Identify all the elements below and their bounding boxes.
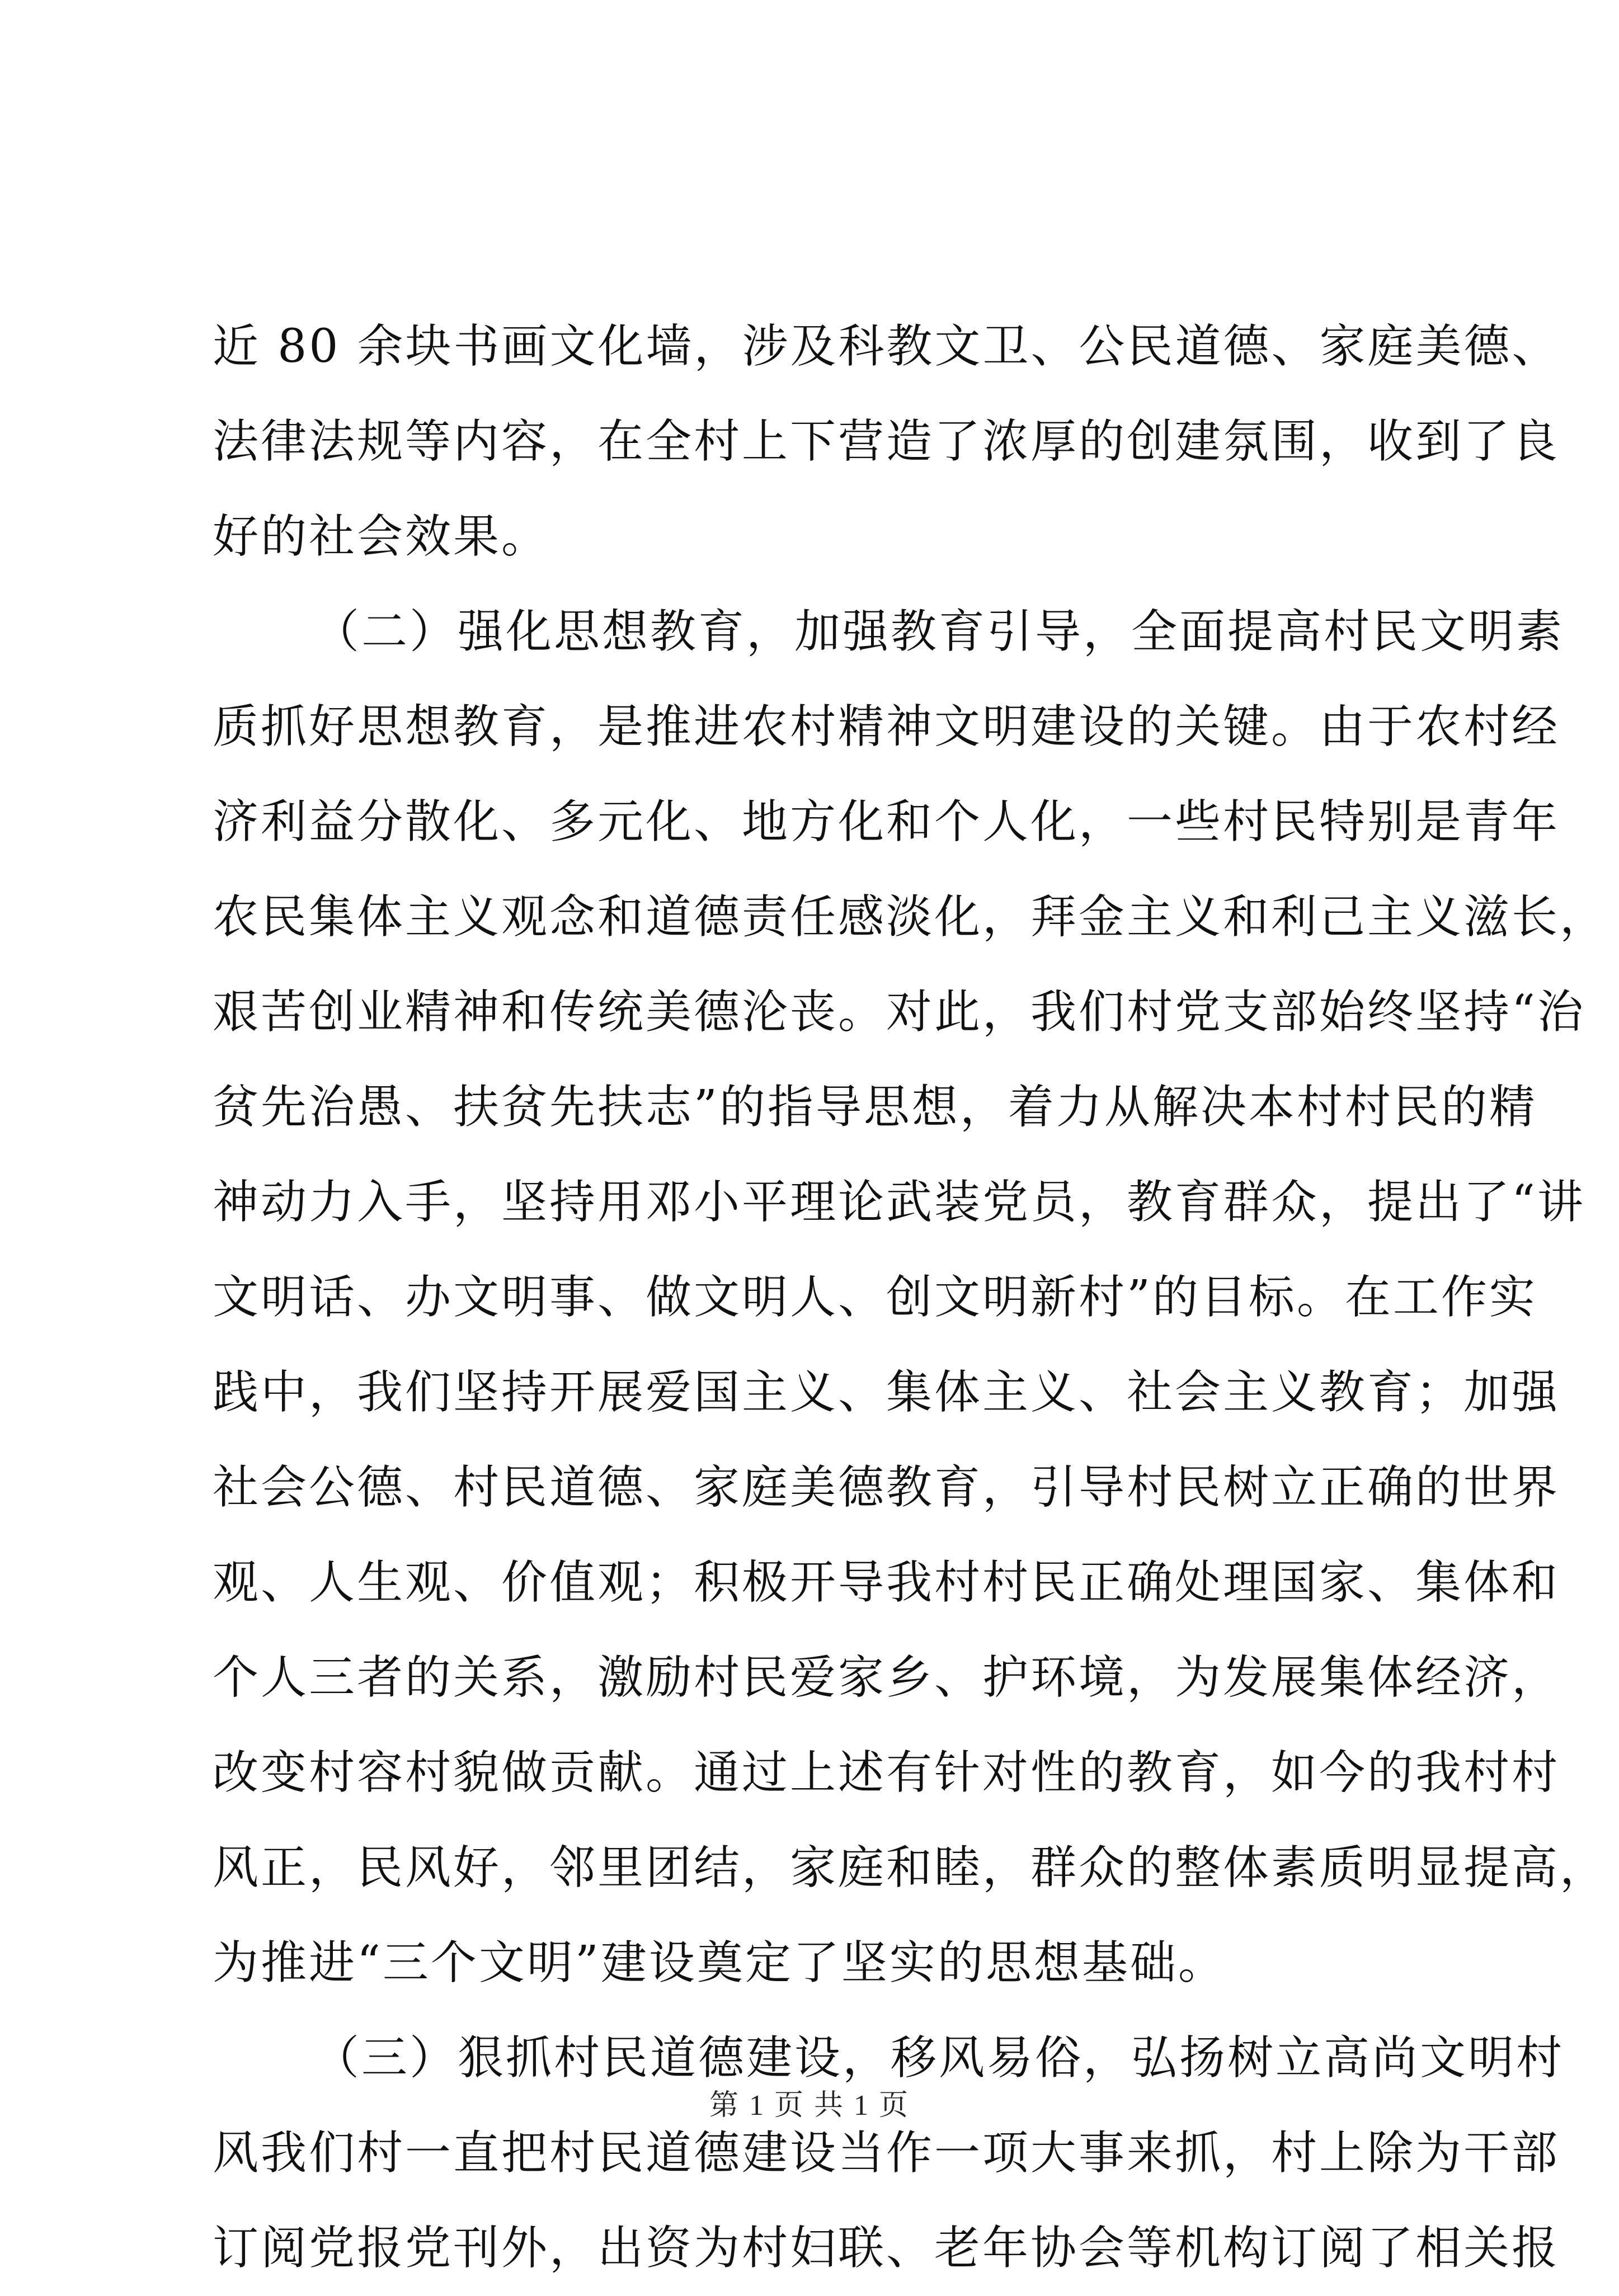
- text-line: 好的社会效果。: [213, 510, 550, 563]
- text-line: 神动力入手，坚持用邓小平理论武装党员，教育群众，提出了“讲: [213, 1176, 1585, 1229]
- paragraph-heading-line: （三）狠抓村民道德建设，移风易俗，弘扬树立高尚文明村: [313, 2031, 1565, 2085]
- text-line: 为推进“三个文明”建设奠定了坚实的思想基础。: [213, 1936, 1226, 1989]
- text-line: 文明话、办文明事、做文明人、创文明新村”的目标。在工作实: [213, 1271, 1537, 1324]
- page-number-label: 第 1 页 共 1 页: [709, 2090, 910, 2121]
- text-line: 践中，我们坚持开展爱国主义、集体主义、社会主义教育；加强: [213, 1366, 1560, 1419]
- paragraph-heading-line: （二）强化思想教育，加强教育引导，全面提高村民文明素: [313, 605, 1565, 658]
- text-line: 贫先治愚、扶贫先扶志”的指导思想，着力从解决本村村民的精: [213, 1081, 1537, 1134]
- text-line: 法律法规等内容，在全村上下营造了浓厚的创建氛围，收到了良: [213, 415, 1560, 468]
- text-line: 质抓好思想教育，是推进农村精神文明建设的关键。由于农村经: [213, 700, 1560, 753]
- text-line: 农民集体主义观念和道德责任感淡化，拜金主义和利己主义滋长，: [213, 890, 1608, 944]
- text-line: 艰苦创业精神和传统美德沦丧。对此，我们村党支部始终坚持“治: [213, 986, 1585, 1039]
- text-line: 社会公德、村民道德、家庭美德教育，引导村民树立正确的世界: [213, 1461, 1560, 1514]
- text-line: 近 80 余块书画文化墙，涉及科教文卫、公民道德、家庭美德、: [213, 320, 1560, 373]
- document-body: [213, 299, 1608, 2296]
- text-line: 改变村容村貌做贡献。通过上述有针对性的教育，如今的我村村: [213, 1746, 1560, 1799]
- text-line: 济利益分散化、多元化、地方化和个人化，一些村民特别是青年: [213, 795, 1560, 848]
- text-line: 风我们村一直把村民道德建设当作一项大事来抓，村上除为干部: [213, 2127, 1560, 2180]
- text-line: 观、人生观、价值观；积极开导我村村民正确处理国家、集体和: [213, 1556, 1560, 1609]
- text-line: 个人三者的关系，激励村民爱家乡、护环境，为发展集体经济，: [213, 1651, 1560, 1704]
- page-footer: [0, 2089, 1619, 2123]
- text-line: 风正，民风好，邻里团结，家庭和睦，群众的整体素质明显提高，: [213, 1841, 1608, 1894]
- text-line: 订阅党报党刊外，出资为村妇联、老年协会等机构订阅了相关报: [213, 2222, 1560, 2275]
